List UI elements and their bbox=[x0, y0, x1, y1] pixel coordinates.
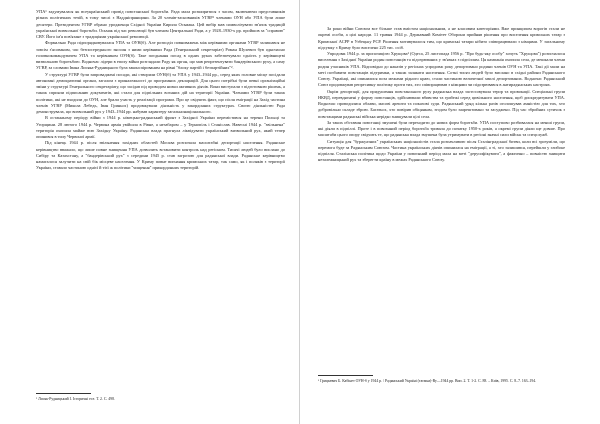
footnote-divider bbox=[318, 375, 373, 376]
footnote: ¹ Грицкевич Б. Кабінет ОУН-б у 1944 р. / Радянський Україні (таємна)-Ву—1944 рр. Вип. 2. Т. 1-2. С. 88. – Київ, 1995. С. 8–7. 163–194. bbox=[318, 379, 537, 383]
left-page-body bbox=[36, 9, 285, 172]
paragraph: Окрім депортації, для придушення повстанського руху радянська влада застосовувала терор та провокації. Спеціальні групи НКВД, перевдягнені у форму повстанців, здійснювали вбивства та грабежі серед цивільного населення, щоб дискредитувати УПА. Водночас проводилися облави, масові арешти та показові суди. Радянський уряд кілька разів оголошував амністію для тих, хто добровільно складе зброю. Багатьох, хто повірив обіцянкам, згодом було заарештовано та засуджено. Під час збройних сутичок з повстанцями радянські війська нерідко знищували цілі села. bbox=[318, 88, 565, 119]
paragraph: Упродовж 1944 р. за пропозицією Хрущова¹ (Одеса, 25 листопада 1956 р. "Про будь-яку особу" хочуть "Хрущова") розпочалося виселення з Західної України родин повстанців та підозрюваних у зв'язках з підпіллям. Ця кампанія охопила села, де мешкали члени родин учасників УПА. Відповідно до наказів у регіонах упродовж року депортовано родини членів ОУН та УПА. Такі дії мали на меті позбавити повстанців підтримки, а також залякати населення. Сотні тисяч людей було вислано в східні райони Радянського Союзу. Українці, які опинилися поза межами рідного краю, стали частиною величезної хвилі депортованих. Водночас Радянський Союз продовжував репресивну політику проти тих, хто співпрацював з німцями чи підозрювався в антирадянських настроях. bbox=[318, 51, 565, 88]
left-page bbox=[0, 0, 299, 424]
paragraph: Формально Рада підпорядковувалася УПА та ОУН(б). Але розподіл повноважень між керівними органами УГВР залишався не зовсім з'ясованим, час безпосереднього зносин з ними керівники Рада (Генеральний секретаріат) Роман Шухевич був одночасно головнокомандувачем УПА та керівником ОУН(б). Таке поєднання посад в одних руках забезпечувало єдність у керівництві визвольною боротьбою. Водночас лідери в епоху війни розглядали Раду як орган, що мав репрезентувати бандерівського руху, а саму УГВР, за словами Івана Лисяка-Рудницького була законспірованим на рівні "блоку партій і безпартійних"². bbox=[36, 40, 285, 71]
paragraph: Ситуація для "буржуазних" українських націоналістів стала розпачливою після Сталінградської битви, коли всі зрозуміли, що перемога буде за Радянським Союзом. Частина українських діячів опинилася на еміграції, а ті, хто залишився, перейшли у глибоке підпілля. Сталінська політика щодо України у повоєнний період мала на меті "дерусифікувати", а фактично – повністю знищити незалежницький рух та зберегти країну в межах Радянського Союзу. bbox=[318, 138, 565, 163]
paragraph: За роки війни Союзом все більше став вмістом національним, а не класовим категоріями. Вже принципом ворогів стали не окремі особи, а цілі народи. 11 травня 1944 р. Державний Комітет Оборони прийняв рішення про виселення кримських татар з Кримської АСРР в Узбецьку РСР. Рішення мотивувалося тим, що кримські татари нібито співпрацювали з німцями. У загальному підсумку з Криму було виселено 225 тис. осіб. bbox=[318, 26, 565, 50]
right-page-body bbox=[318, 26, 565, 164]
footnote: ² Лисяк-Рудницький І. Історичні есе. Т. 2. С. 498. bbox=[36, 397, 115, 401]
footnote-divider bbox=[36, 393, 91, 394]
paragraph: У структурі УГВР були запроваджені посади, які створили ОУН(б) та УПА у 1943–1944 рр., серед яких головне місце посідали автономні демократичні органи, загалом з приналежності до програмних декларацій. Для цього потрібні були певні організаційні зміни у структурі Генерального секретаріату, що засідав під проводом низки активних діячів. Вони виступали з підготовкою рішень, а також сприяли підписанню документів, які стали для підпільних воєнних дій на території України. Членами УГВР були також політики, які не входили до ОУН, але брали участь у реалізації програми. Про це свідчить факт, що після еміграції на Захід частина членів УГВР (Микола Лебедь, Іван Гриньох) продовжували діяльність у закордонних структурах. Своєю діяльністю Рада демонструвала, що визвольний рух у 1943–1944 рр. набував характеру загальнонаціонального. bbox=[36, 71, 285, 114]
paragraph: Під кінець 1944 р. після звільнення західних областей Москва розпочала масштабні депортації населення. Радянське керівництво вважало, що лише повне знищення УПА дозволить встановити контроль над регіоном. Тисячі людей було вислано до Сибіру та Казахстану, а "бандерівський рух" з середини 1945 р. став загрозою для радянської влади. Радянське керівництво намагалося залучити на свій бік місцеве населення. У Криму повне вигнання кримських татар, так само, як і поляків з території України, ставало частиною однієї й тієї ж політики "чищення" прикордонних територій. bbox=[36, 140, 285, 171]
right-page bbox=[300, 0, 599, 424]
paragraph: За таких обставин повстанці змушені були переходити до нових форм боротьби. УПА поступово розбивалася на менші групи, які діяли в підпіллі. Проте і в повоєнний період боротьба тривала до початку 1950-х років, а окремі групи діяли ще довше. Про масштаби цього опору свідчить те, що радянська влада змушена була утримувати в регіоні значні сили військ та спецслужб. bbox=[318, 119, 565, 138]
paragraph: В останньому періоду війни з 1944 р. німецько-радянський фронт з Західної України перемістився на терени Польщі та Угорщини. 28 лютого 1944 р. Червона армія увійшла в Рівне, а незабаром – у Тернопіль і Станіслав. Навесні 1944 р. "звільнена" територія охопила майже всю Західну Україну. Радянська влада прагнула ліквідувати український визвольний рух, який тепер опинився в тилу Червоної армії. bbox=[36, 115, 285, 139]
paragraph: УПА¹ задумувалася як всеукраїнський провід повстанської боротьби. Рада мала розширитися з часом, включаючи представників різних політичних течій, в тому числі з Наддніпрянщини. За 20 членів-засновників УГВР¹ членами ОУН або УПА були лише десятеро. Президентом УГВР обрано уродженця Східної України Кирила Осьмака. Цей вибір мав символізувати зв'язок традицій української визвольної боротьби. Осьмак під час революції був членом Центральної Ради, а у 1928–1930-х рр. пройшов за "справою" СВУ. Його ім'я пов'язане з традиціями української революції. bbox=[36, 9, 285, 39]
